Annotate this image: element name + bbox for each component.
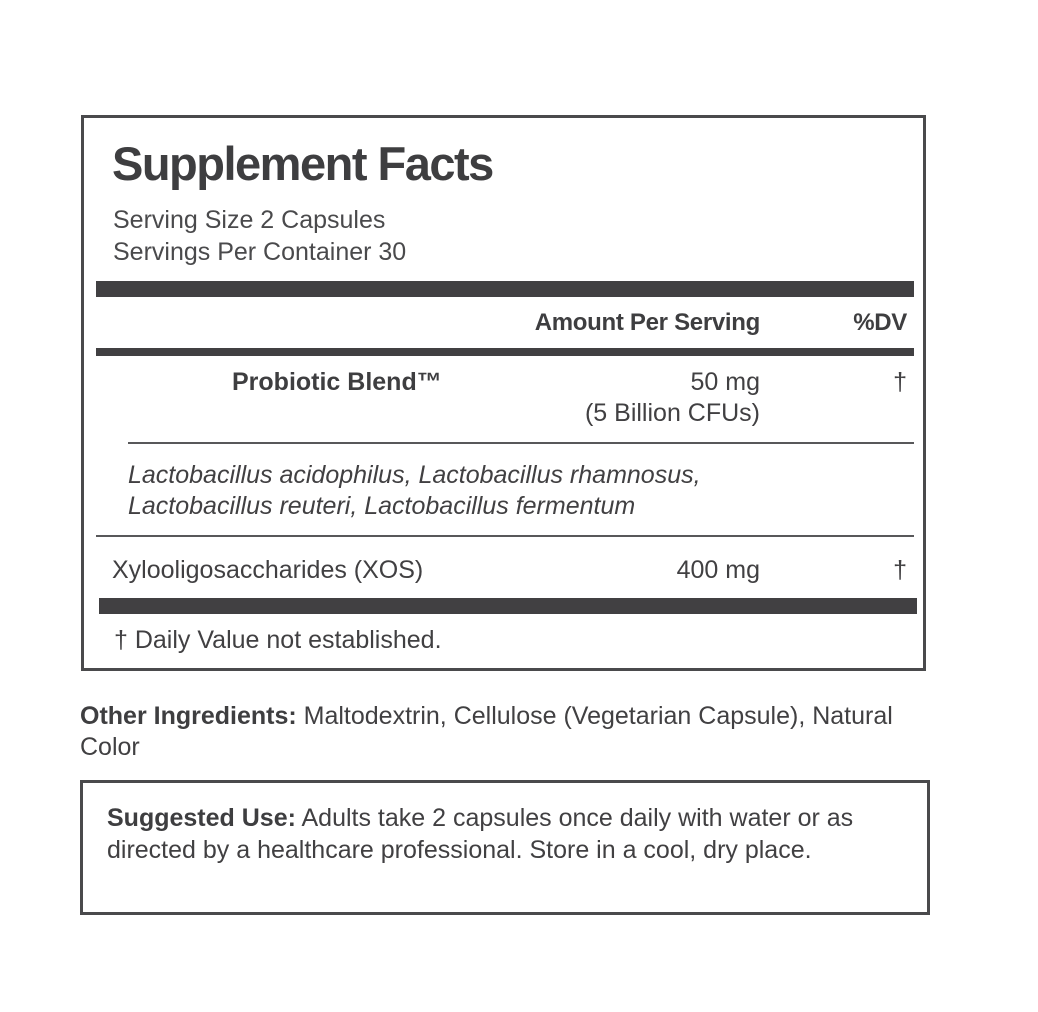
panel-title: Supplement Facts [112, 137, 493, 190]
strains-line-2: Lactobacillus reuteri, Lactobacillus fermentum [128, 492, 636, 520]
medium-divider [96, 348, 914, 356]
xos-name: Xylooligosaccharides (XOS) [112, 556, 424, 584]
daily-value-footnote: † Daily Value not established. [114, 626, 442, 654]
other-ingredients [80, 701, 940, 763]
suggested-use-text: Adults take 2 capsules once daily with water or as directed by a healthcare professional. Store in a cool, dry place. [107, 804, 854, 864]
strains-line-1: Lactobacillus acidophilus, Lactobacillus rhamnosus, [128, 461, 701, 489]
probiotic-blend-name: Probiotic Blend™ [232, 368, 442, 396]
serving-size: Serving Size 2 Capsules [113, 206, 386, 234]
probiotic-blend-dv: † [893, 368, 907, 396]
probiotic-blend-amount: 50 mg [690, 368, 760, 396]
blend-divider [128, 442, 914, 444]
xos-dv: † [893, 556, 907, 584]
thick-divider-top [96, 281, 914, 297]
thick-divider-bottom [99, 598, 917, 614]
servings-per-container: Servings Per Container 30 [113, 238, 407, 266]
other-ingredients-label: Other Ingredients: [80, 702, 297, 730]
row-divider [96, 535, 914, 537]
xos-amount: 400 mg [676, 556, 760, 584]
header-amount-per-serving: Amount Per Serving [534, 309, 760, 336]
supplement-facts-panel [81, 115, 926, 671]
probiotic-blend-cfu: (5 Billion CFUs) [584, 399, 760, 427]
other-ingredients-text: Maltodextrin, Cellulose (Vegetarian Capsule), Natural Color [80, 702, 893, 761]
suggested-use-box [80, 780, 930, 915]
suggested-use-label: Suggested Use: [107, 804, 296, 832]
header-daily-value: %DV [853, 309, 907, 336]
suggested-use [107, 802, 867, 866]
